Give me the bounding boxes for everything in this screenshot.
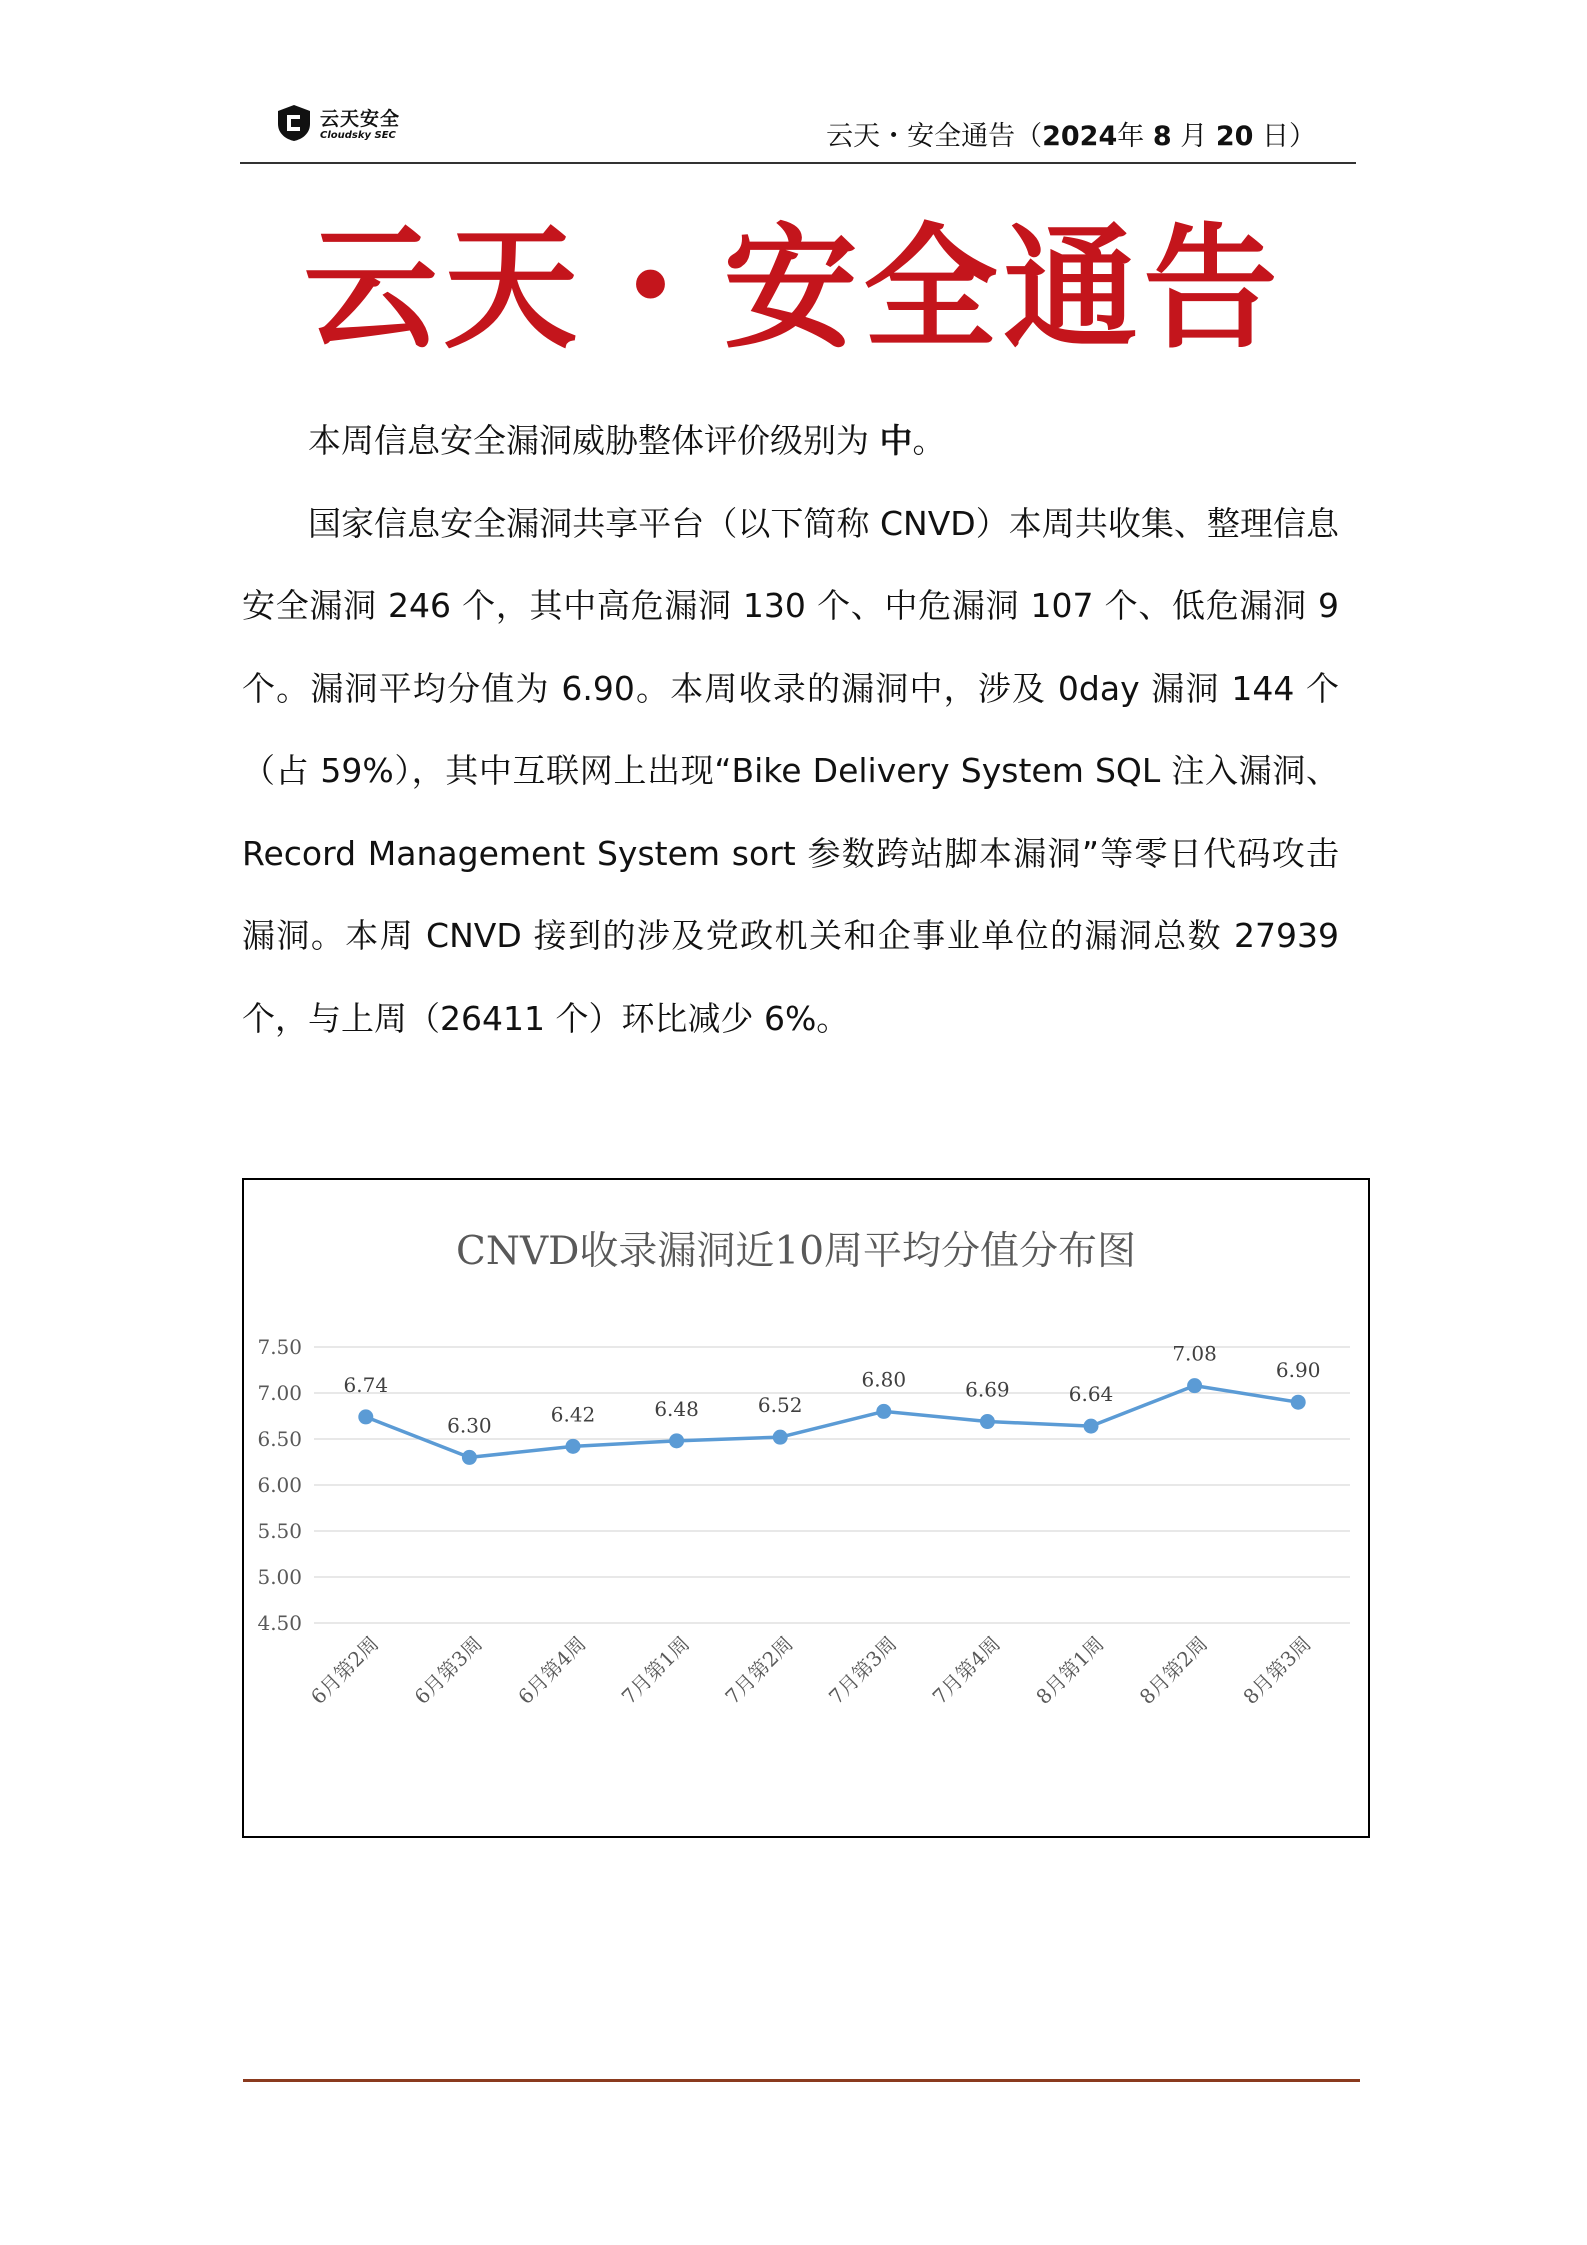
logo-chinese-name: 云天安全 [320,108,401,130]
data-point [669,1433,684,1448]
x-tick-label: 7月第4周 [927,1631,1005,1709]
x-tick-label: 6月第3周 [409,1631,487,1709]
footer-divider [243,2079,1360,2082]
rating-suffix: 。 [912,421,946,460]
bulletin-prefix: 云天・安全通告（ [826,121,1043,152]
bulletin-body [242,400,1339,1060]
x-tick-label: 8月第3周 [1238,1631,1316,1709]
cloudsky-logo-icon [276,104,312,142]
rating-prefix: 本周信息安全漏洞威胁整体评价级别为 [308,421,869,460]
year-unit: 年 [1117,121,1145,152]
y-tick-label: 5.50 [257,1519,302,1543]
y-tick-label: 4.50 [257,1611,302,1635]
score-chart [242,1178,1370,1838]
page-header [240,92,1356,164]
data-point [876,1404,891,1419]
score-line-chart [244,1180,1367,1835]
x-tick-label: 8月第2周 [1134,1631,1213,1709]
logo-english-name: Cloudsky SEC [320,130,396,141]
data-label: 6.74 [343,1372,389,1397]
day-unit: 日） [1262,121,1316,152]
y-axis-ticks [257,1335,302,1635]
summary-paragraph: 国家信息安全漏洞共享平台（以下简称 CNVD）本周共收集、整理信息安全漏洞 246 个，其中高危漏洞 130 个、中危漏洞 107 个、低危漏洞 9 个。漏洞平均分值为 6.90。本周收录的漏洞中，涉及 0day 漏洞 144 个（占 59%），其中互联网上出现“Bike Delivery System SQL 注入漏洞、Record Management System sort 参数跨站脚本漏洞”等零日代码攻击漏洞。本周 CNVD 接到的涉及党政机关和企事业单位的漏洞总数 27939 个，与上周（26411 个）环比减少 6%。 [242,503,1339,1038]
chart-title: CNVD收录漏洞近10周平均分值分布图 [455,1229,1137,1274]
threat-rating-line [242,400,1339,483]
month-unit: 月 [1180,121,1208,152]
data-point [773,1430,788,1445]
x-tick-label: 7月第2周 [720,1631,798,1709]
x-tick-label: 8月第1周 [1031,1631,1109,1709]
data-point [358,1409,373,1424]
data-point [462,1450,477,1465]
y-tick-label: 6.50 [257,1427,302,1451]
data-point [1187,1378,1202,1393]
company-logo [276,98,436,144]
data-label: 6.64 [1068,1382,1114,1407]
x-tick-label: 6月第2周 [305,1631,384,1709]
y-tick-label: 5.00 [257,1565,302,1589]
bulletin-day: 20 [1215,121,1254,152]
data-label: 7.08 [1172,1341,1217,1366]
data-label: 6.42 [550,1402,596,1427]
data-point [1291,1395,1306,1410]
x-tick-label: 7月第1周 [616,1631,695,1709]
rating-level: 中 [879,421,913,460]
bulletin-month: 8 [1152,121,1172,152]
x-tick-label: 7月第3周 [823,1631,902,1709]
page-title: 云天・安全通告 [303,209,1284,367]
bulletin-date [826,114,1316,153]
score-series [358,1378,1305,1465]
x-tick-label: 6月第4周 [513,1631,591,1709]
bulletin-year: 2024 [1042,121,1118,152]
data-point [1084,1419,1099,1434]
y-tick-label: 6.00 [257,1473,302,1497]
data-label: 6.48 [654,1396,699,1421]
series-line [366,1386,1298,1458]
data-label: 6.69 [965,1377,1010,1402]
data-label: 6.80 [861,1367,907,1392]
y-tick-label: 7.00 [257,1381,302,1405]
y-tick-label: 7.50 [257,1335,302,1359]
data-label: 6.30 [447,1413,492,1438]
x-axis-ticks [306,1632,1316,1709]
data-label: 6.90 [1275,1358,1321,1383]
data-label: 6.52 [757,1393,803,1418]
data-point [980,1414,995,1429]
data-point [566,1439,581,1454]
